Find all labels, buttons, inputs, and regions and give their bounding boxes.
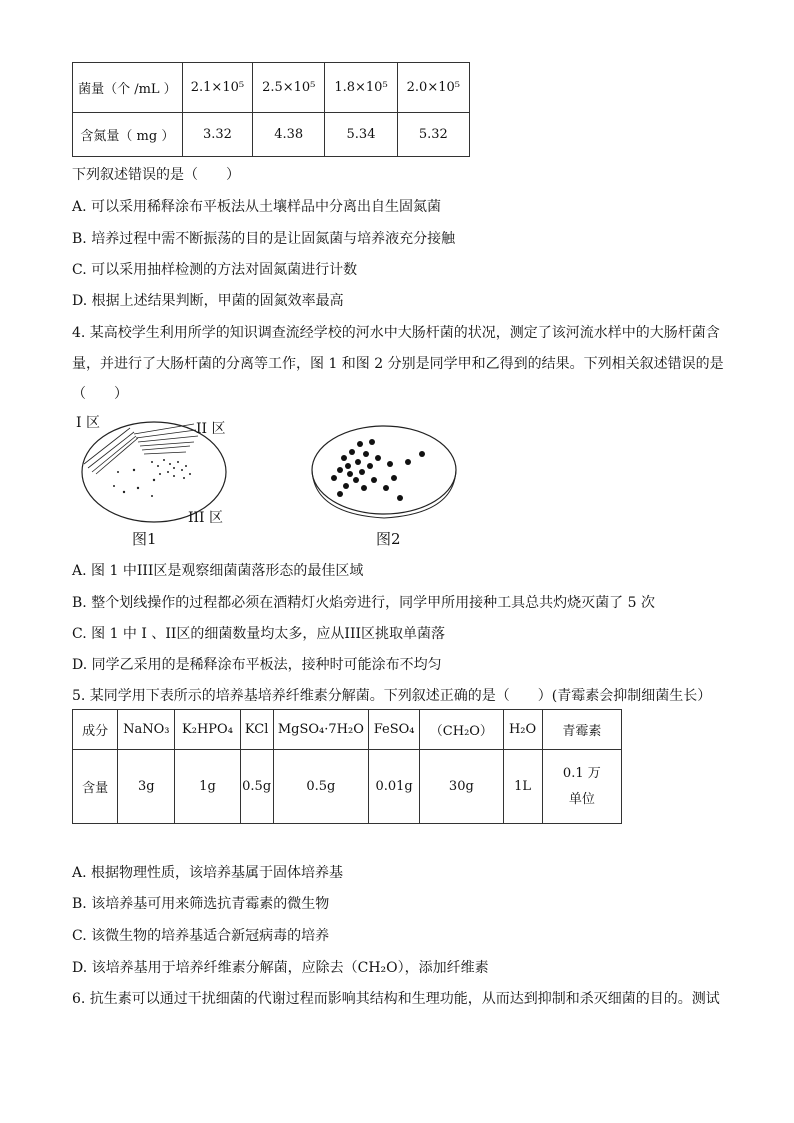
q5-option-c: C. 该微生物的培养基适合新冠病毒的培养: [72, 928, 330, 944]
culture-medium-table: [72, 709, 622, 824]
q3-stem: 下列叙述错误的是（ ）: [72, 167, 240, 183]
q6-stem-line1: 6. 抗生素可以通过干扰细菌的代谢过程而影响其结构和生理功能，从而达到抑制和杀灭细菌的目的。测试: [72, 991, 720, 1007]
q4-option-c: C. 图 1 中 I 、II区的细菌数量均太多，应从III区挑取单菌落: [72, 626, 446, 642]
q5-option-a: A. 根据物理性质，该培养基属于固体培养基: [72, 865, 344, 881]
cell: 3.32: [182, 113, 252, 157]
cell: 含量: [73, 750, 118, 824]
q4-option-d: D. 同学乙采用的是稀释涂布平板法，接种时可能涂布不均匀: [72, 657, 442, 673]
fig1-zone-2-label: II 区: [196, 421, 226, 437]
q3-option-a: A. 可以采用稀释涂布平板法从土壤样品中分离出自生固氮菌: [72, 199, 442, 215]
figure-2-spread-plate: [304, 418, 464, 526]
q3-option-b: B. 培养过程中需不断振荡的目的是让固氮菌与培养液充分接触: [72, 231, 456, 247]
header-cell: 成分: [73, 710, 118, 750]
bacteria-nitrogen-table: [72, 62, 470, 157]
cell: 1.8×10⁵: [325, 63, 397, 113]
cell: 5.32: [397, 113, 469, 157]
cell: 0.5g: [240, 750, 273, 824]
cell: 0.1 万单位: [542, 750, 621, 824]
q5-option-d: D. 该培养基用于培养纤维素分解菌，应除去（CH₂O），添加纤维素: [72, 960, 489, 976]
q4-stem-line1: 4. 某高校学生利用所学的知识调查流经学校的河水中大肠杆菌的状况，测定了该河流水样中的大肠杆菌含: [72, 325, 720, 341]
q4-stem-line3: （ ）: [72, 386, 128, 402]
cell: 3g: [118, 750, 175, 824]
q4-option-a: A. 图 1 中III区是观察细菌菌落形态的最佳区域: [72, 563, 364, 579]
figure-2-caption: 图2: [376, 530, 401, 548]
q3-option-d: D. 根据上述结果判断，甲菌的固氮效率最高: [72, 293, 344, 309]
row-label-bacteria-count: 菌量（个 /mL ）: [73, 63, 183, 113]
header-cell: KCl: [240, 710, 273, 750]
cell: 30g: [420, 750, 503, 824]
q3-option-c: C. 可以采用抽样检测的方法对固氮菌进行计数: [72, 262, 358, 278]
cell: 0.01g: [369, 750, 420, 824]
cell: 0.5g: [273, 750, 368, 824]
fig1-zone-3-label: III 区: [188, 510, 224, 526]
header-cell: 青霉素: [542, 710, 621, 750]
q5-stem: 5. 某同学用下表所示的培养基培养纤维素分解菌。下列叙述正确的是（ ）(青霉素会抑制细菌生长）: [72, 688, 712, 704]
header-cell: （CH₂O）: [420, 710, 503, 750]
q5-option-b: B. 该培养基可用来筛选抗青霉素的微生物: [72, 896, 330, 912]
cell: 1g: [175, 750, 240, 824]
cell: 2.5×10⁵: [253, 63, 325, 113]
figure-1-caption: 图1: [132, 530, 157, 548]
header-cell: H₂O: [503, 710, 542, 750]
cell: 2.1×10⁵: [182, 63, 252, 113]
cell: 2.0×10⁵: [397, 63, 469, 113]
q4-option-b: B. 整个划线操作的过程都必须在酒精灯火焰旁进行，同学甲所用接种工具总共灼烧灭菌了 5 次: [72, 595, 655, 611]
cell: 5.34: [325, 113, 397, 157]
cell: 1L: [503, 750, 542, 824]
fig1-zone-1-label: I 区: [76, 415, 100, 431]
header-cell: FeSO₄: [369, 710, 420, 750]
header-cell: NaNO₃: [118, 710, 175, 750]
cell: 4.38: [253, 113, 325, 157]
q4-stem-line2: 量，并进行了大肠杆菌的分离等工作，图 1 和图 2 分别是同学甲和乙得到的结果。下列相关叙述错误的是: [72, 356, 724, 372]
header-cell: K₂HPO₄: [175, 710, 240, 750]
header-cell: MgSO₄·7H₂O: [273, 710, 368, 750]
row-label-nitrogen: 含氮量（ mg ）: [73, 113, 183, 157]
